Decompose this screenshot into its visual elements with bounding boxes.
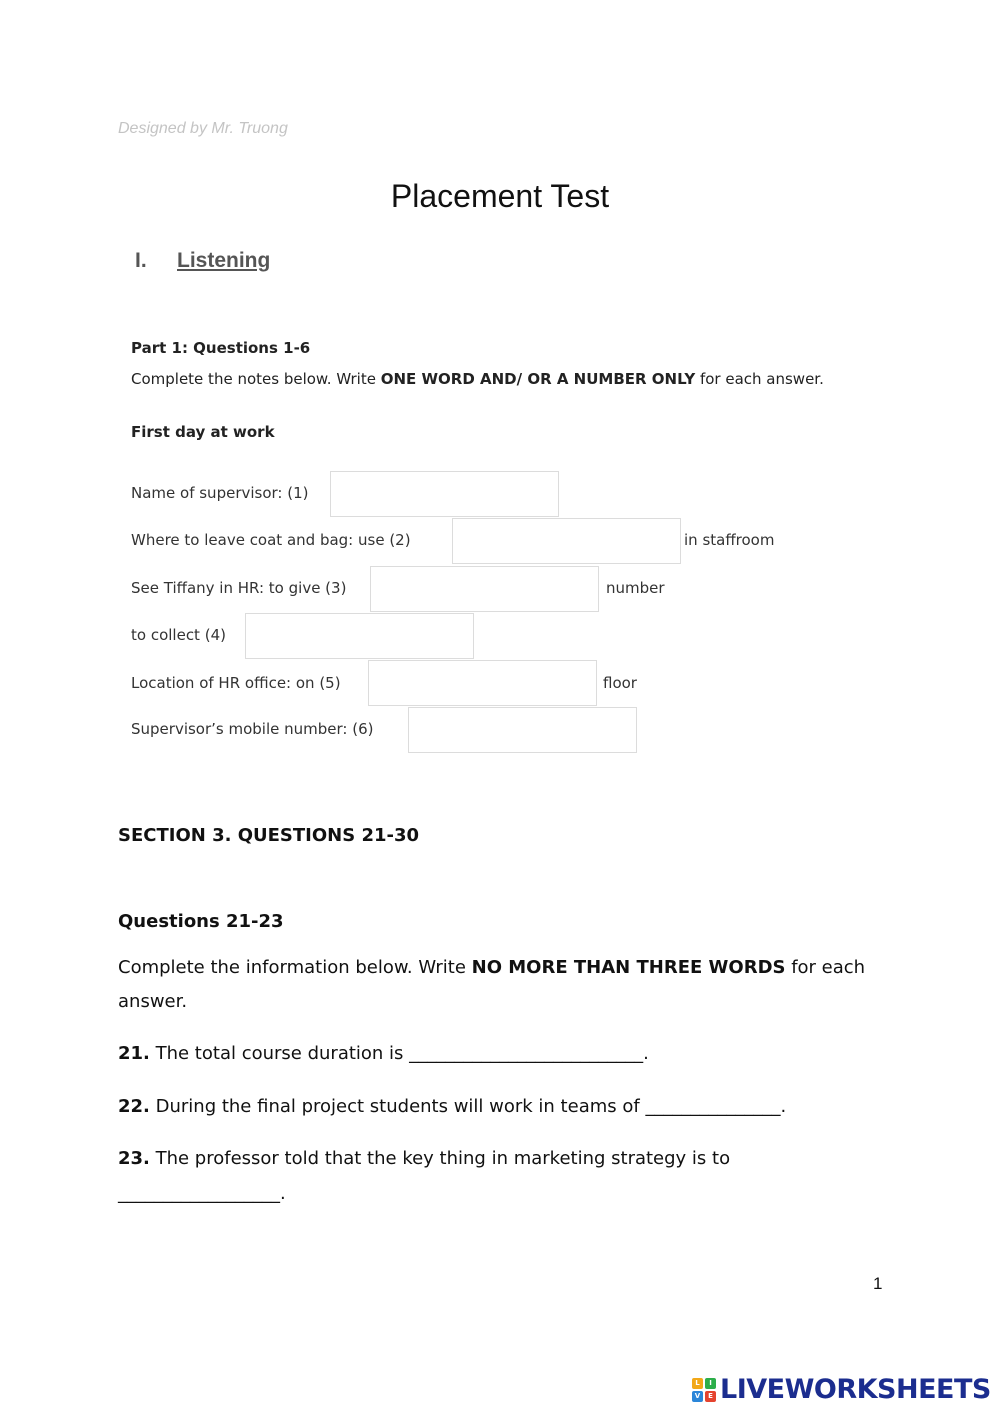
instruction-text: Complete the information below. Write bbox=[118, 957, 472, 978]
page-title: Placement Test bbox=[390, 178, 610, 214]
answer-blank-23[interactable]: __________________ bbox=[118, 1183, 280, 1204]
question-number: 21. bbox=[118, 1043, 150, 1064]
question-22 bbox=[118, 1090, 786, 1124]
note-4-label: to collect (4) bbox=[131, 626, 226, 644]
part-1-instruction bbox=[131, 370, 824, 388]
instruction-emphasis: NO MORE THAN THREE WORDS bbox=[471, 957, 786, 978]
page-number: 1 bbox=[873, 1274, 883, 1293]
question-23 bbox=[118, 1142, 730, 1176]
answer-blank-22[interactable]: _______________ bbox=[645, 1096, 781, 1117]
section-title-listening: Listening bbox=[177, 249, 271, 272]
question-end: . bbox=[280, 1183, 286, 1204]
question-number: 22. bbox=[118, 1096, 150, 1117]
section-3-heading: SECTION 3. QUESTIONS 21-30 bbox=[118, 825, 420, 846]
note-1-label: Name of supervisor: (1) bbox=[131, 484, 309, 502]
logo-tile-v: V bbox=[692, 1391, 703, 1402]
logo-tile-l: L bbox=[692, 1378, 703, 1389]
liveworksheets-logo[interactable] bbox=[692, 1374, 991, 1405]
part-1-title: Part 1: Questions 1-6 bbox=[131, 339, 311, 357]
note-2-suffix: in staffroom bbox=[684, 531, 775, 549]
note-6-label: Supervisor’s mobile number: (6) bbox=[131, 720, 374, 738]
logo-grid-icon bbox=[692, 1378, 716, 1402]
question-text: The professor told that the key thing in marketing strategy is to bbox=[149, 1148, 731, 1169]
instruction-emphasis: ONE WORD AND/ OR A NUMBER ONLY bbox=[380, 370, 696, 388]
brand-name: LIVEWORKSHEETS bbox=[720, 1374, 991, 1405]
note-5-label: Location of HR office: on (5) bbox=[131, 674, 341, 692]
instruction-text: Complete the notes below. Write bbox=[131, 370, 381, 388]
note-2-label: Where to leave coat and bag: use (2) bbox=[131, 531, 411, 549]
logo-tile-i: I bbox=[705, 1378, 716, 1389]
answer-1-input[interactable] bbox=[330, 471, 559, 517]
question-text: The total course duration is bbox=[149, 1043, 410, 1064]
answer-3-input[interactable] bbox=[370, 566, 599, 612]
notes-title: First day at work bbox=[131, 423, 275, 441]
designer-credit: Designed by Mr. Truong bbox=[118, 120, 288, 137]
answer-5-input[interactable] bbox=[368, 660, 597, 706]
question-number: 23. bbox=[118, 1148, 150, 1169]
answer-4-input[interactable] bbox=[245, 613, 474, 659]
answer-blank-21[interactable]: __________________________ bbox=[409, 1043, 644, 1064]
section-3-instruction bbox=[118, 951, 878, 1019]
answer-2-input[interactable] bbox=[452, 518, 681, 564]
question-23-blank-line bbox=[118, 1177, 286, 1211]
question-21 bbox=[118, 1037, 649, 1071]
note-5-suffix: floor bbox=[603, 674, 637, 692]
instruction-text-end: for each answer. bbox=[695, 370, 824, 388]
section-number: I. bbox=[135, 249, 147, 272]
question-end: . bbox=[780, 1096, 787, 1117]
instruction-text-end: for each answer. bbox=[118, 957, 866, 1012]
answer-6-input[interactable] bbox=[408, 707, 637, 753]
question-text: During the final project students will work in teams of bbox=[149, 1096, 646, 1117]
note-3-suffix: number bbox=[606, 579, 665, 597]
logo-tile-e: E bbox=[705, 1391, 716, 1402]
questions-21-23-heading: Questions 21-23 bbox=[118, 911, 284, 932]
note-3-label: See Tiffany in HR: to give (3) bbox=[131, 579, 347, 597]
question-end: . bbox=[643, 1043, 649, 1064]
